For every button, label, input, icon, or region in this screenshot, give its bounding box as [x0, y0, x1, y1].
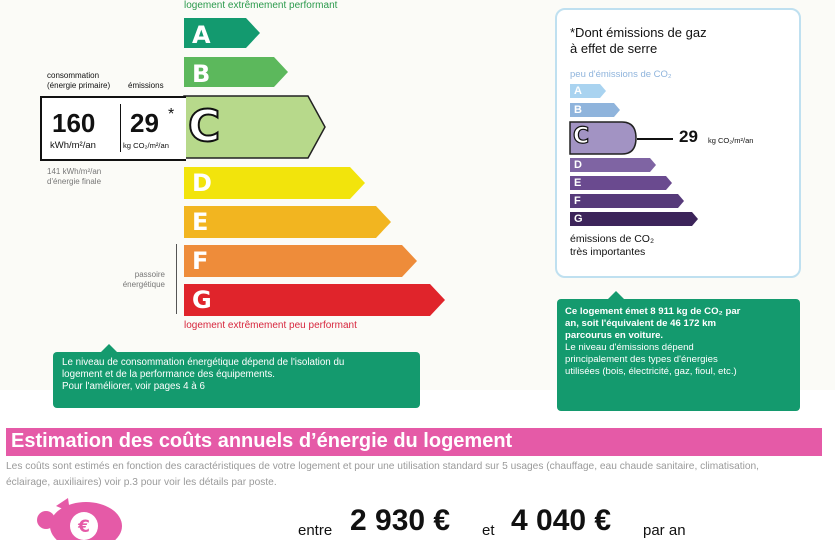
reading-divider — [120, 104, 121, 152]
energy-scale — [180, 14, 460, 324]
ghg-letter-a: A — [574, 85, 582, 97]
costs-description: Les coûts sont estimés en fonction des caractéristiques de votre logement et pour une utilisation standard sur 5 usages (chauffage, eau chaude sanitaire, climatisation, éclairage, auxiliaires) voir p.3 pour voir les détails par poste. — [6, 461, 759, 488]
emissions-unit: kg CO₂/m²/an — [123, 141, 169, 150]
energy-bar-e — [184, 206, 391, 238]
svg-text:€: € — [78, 517, 90, 537]
final-energy: 141 kWh/m²/an d'énergie finale — [47, 167, 102, 186]
costs-between: entre — [298, 522, 333, 539]
ghg-letter-g: G — [574, 213, 583, 225]
energy-letter-b: B — [192, 60, 211, 88]
callout-line: logement et de la performance des équipements. — [62, 369, 275, 380]
energy-letter-g: G — [192, 286, 212, 314]
energy-letter-d: D — [192, 169, 212, 197]
ghg-bar-g — [570, 212, 698, 226]
consumption-label: consommation (énergie primaire) — [47, 71, 111, 90]
costs-title: Estimation des coûts annuels d’énergie du logement — [11, 430, 513, 452]
callout-pointer — [101, 344, 117, 352]
energy-letter-a: A — [192, 21, 211, 49]
piggy-bank-icon — [34, 496, 130, 540]
energy-letter-e: E — [192, 208, 209, 236]
ghg-callout — [557, 299, 800, 411]
emissions-label: émissions — [128, 81, 164, 90]
callout-line: principalement des types d'énergies — [565, 354, 718, 365]
callout-line: Le niveau d'émissions dépend — [565, 342, 694, 353]
ghg-letter-e: E — [574, 177, 582, 189]
callout-line: Ce logement émet 8 911 kg de CO₂ par — [565, 306, 741, 317]
ghg-unit: kg CO₂/m²/an — [708, 136, 754, 145]
emissions-star: * — [168, 106, 175, 123]
ghg-letter-c: C — [573, 124, 590, 149]
ghg-bar-f — [570, 194, 684, 208]
costs-and: et — [482, 522, 495, 539]
callout-line: an, soit l'équivalent de 46 172 km — [565, 318, 717, 329]
passoire-bracket — [176, 244, 177, 314]
ghg-letter-d: D — [574, 159, 582, 171]
energy-bar-g — [184, 284, 445, 316]
energy-callout — [53, 352, 420, 408]
energy-letter-f: F — [192, 247, 209, 275]
ghg-scale — [568, 82, 708, 232]
ghg-bottom-label: émissions de CO₂ très importantes — [570, 233, 655, 258]
costs-per-year: par an — [643, 522, 686, 539]
ghg-top-label: peu d'émissions de CO₂ — [570, 69, 672, 80]
ghg-value: 29 — [679, 127, 698, 146]
callout-line: Pour l'améliorer, voir pages 4 à 6 — [62, 381, 205, 392]
costs-min: 2 930 € — [350, 504, 451, 537]
costs-title-bar — [6, 428, 822, 456]
ghg-indicator-line — [637, 138, 673, 140]
callout-line: parcourus en voiture. — [565, 330, 664, 341]
costs-max: 4 040 € — [511, 504, 612, 537]
ghg-bar-e — [570, 176, 672, 190]
passoire-label: passoire énergétique — [122, 270, 165, 289]
ghg-letter-b: B — [574, 104, 582, 116]
ghg-bar-d — [570, 158, 656, 172]
emissions-value: 29 — [130, 108, 159, 138]
energy-top-label: logement extrêmement performant — [184, 0, 338, 11]
ghg-title: *Dont émissions de gaz à effet de serre — [570, 25, 707, 56]
callout-pointer — [608, 291, 624, 299]
consumption-value: 160 — [52, 108, 96, 138]
ghg-letter-f: F — [574, 195, 581, 207]
energy-letter-c: C — [188, 101, 221, 152]
energy-bottom-label: logement extrêmement peu performant — [184, 320, 357, 331]
energy-bar-f — [184, 245, 417, 277]
reading-box — [40, 96, 186, 161]
callout-line: utilisées (bois, électricité, gaz, fioul, etc.) — [565, 366, 737, 377]
consumption-unit: kWh/m²/an — [50, 140, 96, 151]
callout-line: Le niveau de consommation énergétique dépend de l'isolation du — [62, 357, 345, 368]
